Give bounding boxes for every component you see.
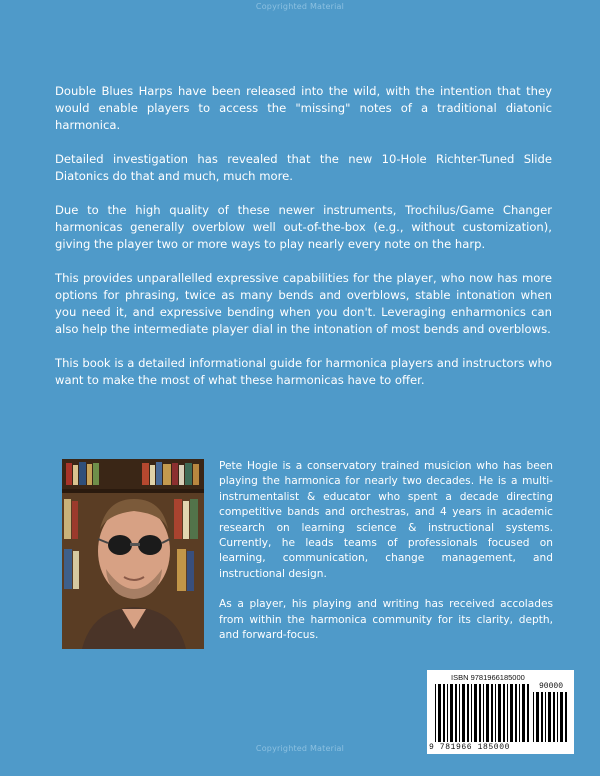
back-cover-blurb: [55, 83, 552, 406]
blurb-paragraph-2: Detailed investigation has revealed that the new 10-Hole Richter-Tuned Slide Diatonics do that and much, much more.: [55, 152, 552, 183]
blurb-paragraph-1: Double Blues Harps have been released into the wild, with the intention that they would enable players to access the "missing" notes of a traditional diatonic harmonica.: [55, 84, 552, 132]
bio-paragraph-2: As a player, his playing and writing has received accolades from within the harmonica community for its clarity, depth, and forward-focus.: [219, 598, 553, 642]
author-photo: [62, 459, 204, 649]
barcode-main-bars: [435, 684, 529, 742]
blurb-paragraph-5: This book is a detailed informational guide for harmonica players and instructors who want to make the most of what these harmonicas have to offer.: [55, 356, 552, 387]
bio-paragraph-1: Pete Hogie is a conservatory trained musicion who has been playing the harmonica for nearly two decades. He is a multi-instrumentalist & educator who spent a decade directing competitive bands and orchestras, and 4 years in academic research on learning science & instructional systems. Currently, he leads teams of professionals focused on learning, communication, change management, and instructional design.: [219, 460, 553, 580]
barcode-addon-number: 90000: [539, 682, 564, 691]
blurb-paragraph-4: This provides unparallelled expressive capabilities for the player, who now has more options for phrasing, twice as many bends and overblows, stable intonation when you need it, and expressive bending when you don't. Leveraging enharmonics can also help the intermediate player dial in the intonation of most bends and overblows.: [55, 271, 552, 336]
isbn-label: ISBN 9781966185000: [451, 673, 525, 682]
isbn-barcode: [427, 670, 574, 754]
barcode-addon-bars: [533, 692, 569, 742]
author-bio: [219, 459, 553, 658]
blurb-paragraph-3: Due to the high quality of these newer instruments, Trochilus/Game Changer harmonicas generally overblow well out-of-the-box (e.g., without customization), giving the player two or more ways to play nearly every note on the harp.: [55, 203, 552, 251]
copyright-watermark-bottom: Copyrighted Material: [255, 744, 345, 753]
copyright-watermark-top: Copyrighted Material: [255, 2, 345, 11]
barcode-digits: 9 781966 185000: [429, 743, 511, 752]
author-portrait-icon: [62, 459, 204, 649]
